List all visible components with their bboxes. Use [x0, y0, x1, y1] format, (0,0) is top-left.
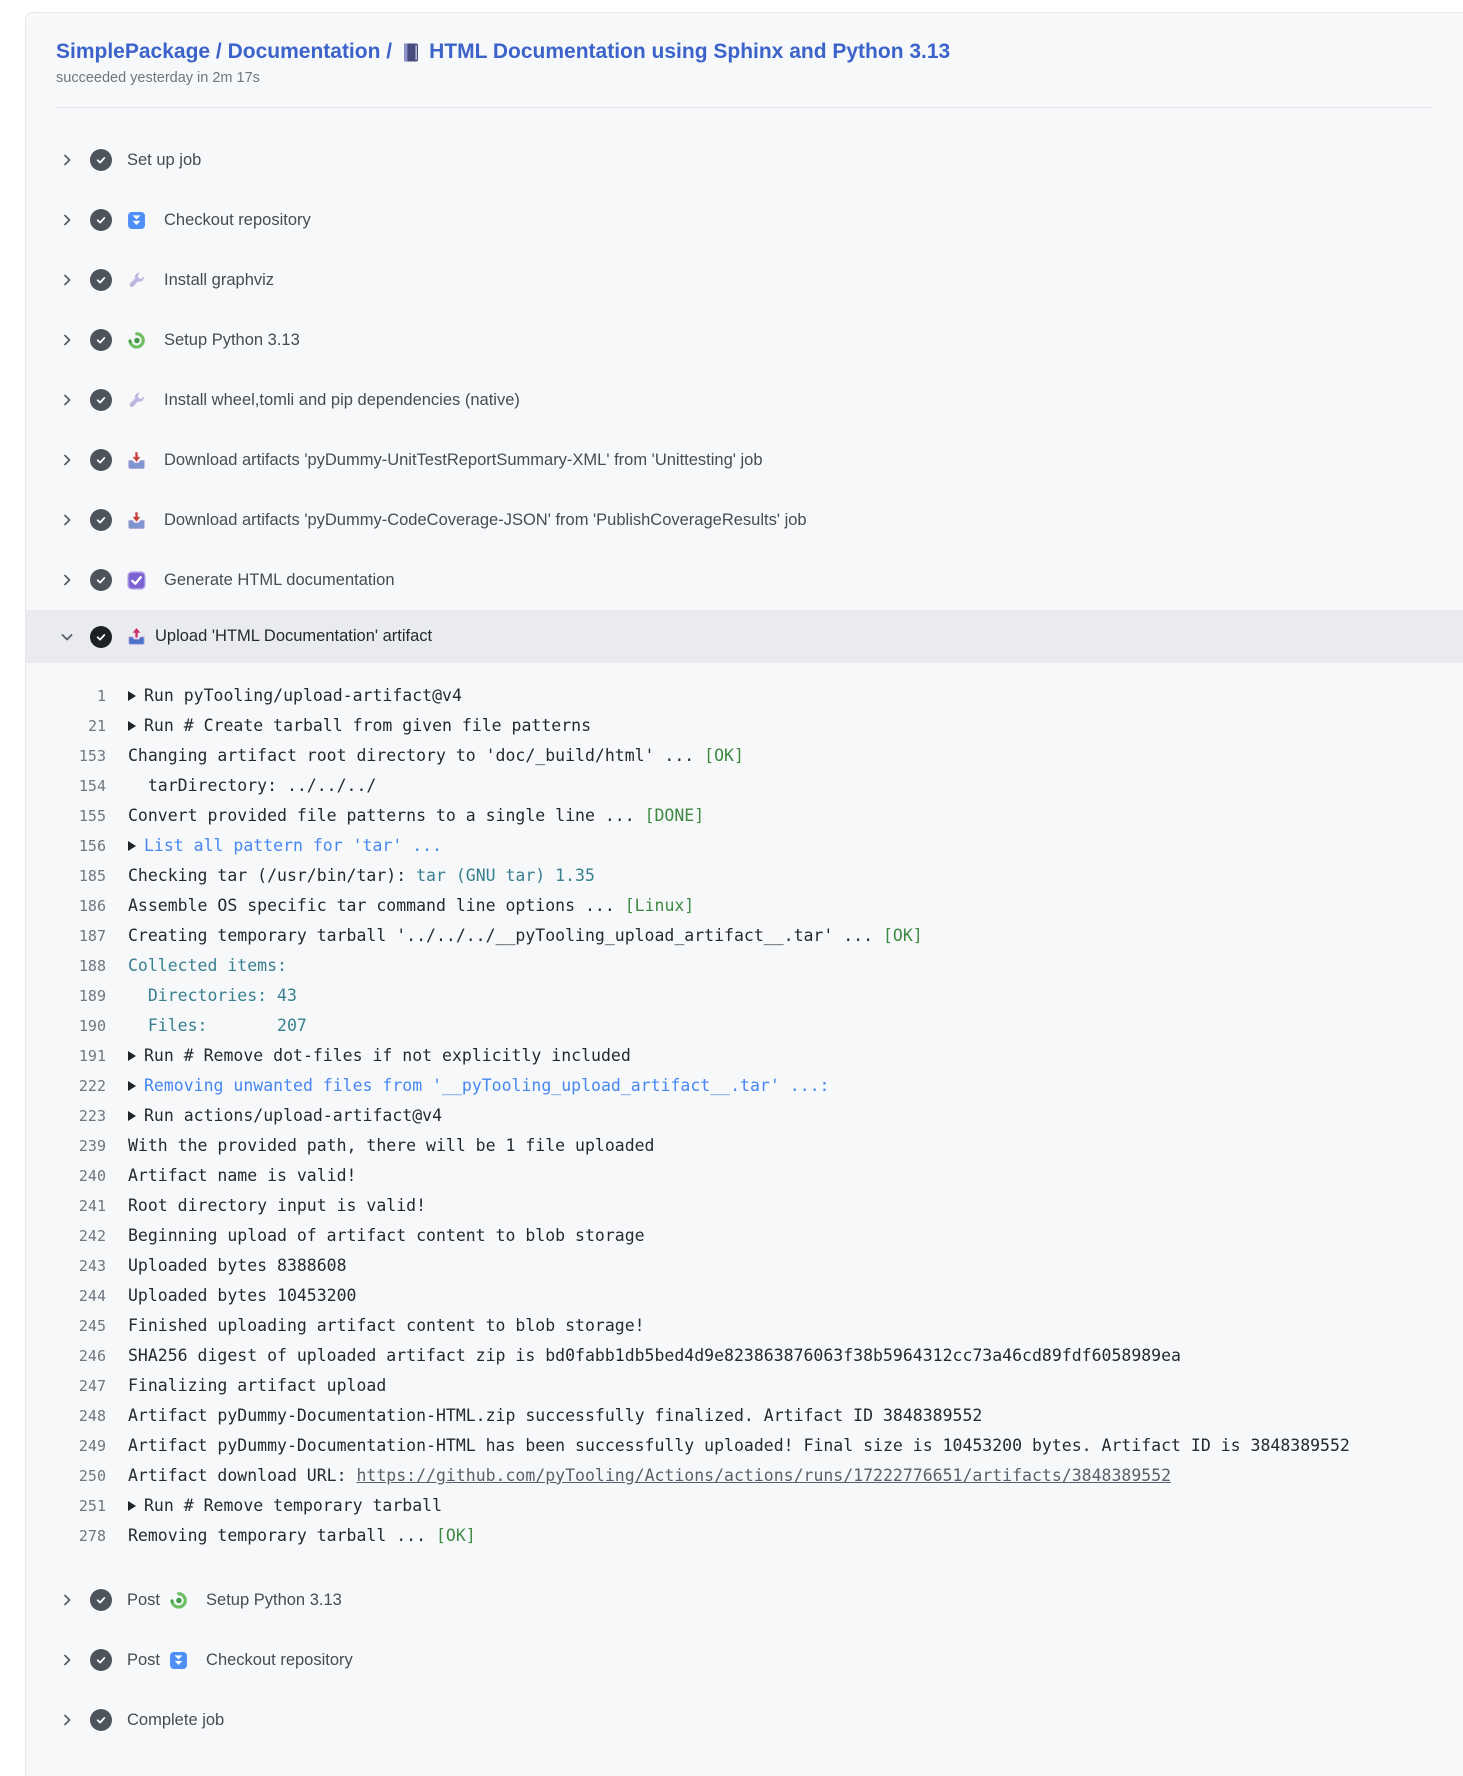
- log-text-segment: Files: 207: [128, 1016, 307, 1035]
- step-label: Set up job: [127, 150, 202, 169]
- log-text-segment: [OK]: [435, 1526, 476, 1545]
- log-line: [26, 861, 1463, 891]
- checkbox-icon: [127, 571, 146, 590]
- log-line: [26, 921, 1463, 951]
- step-label-group: [127, 331, 300, 350]
- log-line-text: [128, 1281, 356, 1311]
- log-line-number[interactable]: 251: [78, 1497, 106, 1515]
- log-line-text: [128, 1401, 982, 1431]
- log-text-segment: Convert provided file patterns to a single line ...: [128, 806, 645, 825]
- steps-list-post: [26, 1565, 1463, 1750]
- wrench-icon: [127, 271, 146, 290]
- success-check-icon: [90, 1589, 112, 1611]
- log-text-segment: Uploaded bytes 8388608: [128, 1256, 347, 1275]
- expand-arrow-icon[interactable]: [128, 1501, 136, 1511]
- log-group-toggle[interactable]: [128, 1101, 442, 1131]
- log-line-text: [128, 951, 287, 981]
- log-text-segment: [OK]: [704, 746, 744, 765]
- log-line-number[interactable]: 248: [78, 1407, 106, 1425]
- log-group-toggle[interactable]: [128, 1071, 829, 1101]
- step-row[interactable]: [26, 430, 1463, 490]
- step-label: Setup Python 3.13: [164, 330, 300, 349]
- log-text-segment: Checking tar (/usr/bin/tar):: [128, 866, 417, 885]
- log-line-number[interactable]: 223: [78, 1107, 106, 1125]
- step-label: Install graphviz: [164, 270, 275, 289]
- step-label-group: [127, 1651, 353, 1670]
- log-text-segment: Beginning upload of artifact content to blob storage: [128, 1226, 645, 1245]
- log-text-segment: Run actions/upload-artifact@v4: [144, 1106, 443, 1125]
- log-line-text: [128, 1521, 476, 1551]
- chevron-right-icon[interactable]: [59, 1592, 75, 1608]
- log-text-segment: Root directory input is valid!: [128, 1196, 427, 1215]
- log-line: [26, 1491, 1463, 1521]
- log-line: [26, 771, 1463, 801]
- chevron-right-icon[interactable]: [59, 392, 75, 408]
- step-label: Download artifacts 'pyDummy-CodeCoverage-JSON' from 'PublishCoverageResults' job: [164, 510, 807, 529]
- checkout-icon: [127, 211, 146, 230]
- log-line-number[interactable]: 242: [78, 1227, 106, 1245]
- chevron-right-icon[interactable]: [59, 152, 75, 168]
- log-line: [26, 1251, 1463, 1281]
- log-text-segment: Removing unwanted files from '__pyTooling_upload_artifact__.tar' ...:: [144, 1076, 830, 1095]
- step-label-prefix: Post: [127, 1650, 161, 1669]
- success-check-icon: [90, 149, 112, 171]
- step-row[interactable]: [26, 370, 1463, 430]
- job-header: [26, 13, 1463, 108]
- log-line-number[interactable]: 190: [78, 1017, 106, 1035]
- log-line-text: [128, 891, 694, 921]
- log-line: [26, 981, 1463, 1011]
- log-line: [26, 1521, 1463, 1551]
- log-line: [26, 1011, 1463, 1041]
- log-text-segment: Creating temporary tarball '../../../__pyTooling_upload_artifact__.tar' ...: [128, 926, 883, 945]
- step-row[interactable]: [26, 490, 1463, 550]
- step-row[interactable]: [26, 130, 1463, 190]
- step-row[interactable]: [26, 550, 1463, 610]
- step-row[interactable]: [26, 1690, 1463, 1750]
- log-group-toggle[interactable]: [128, 1491, 442, 1521]
- expand-arrow-icon[interactable]: [128, 1111, 136, 1121]
- step-label-group: [127, 1711, 224, 1730]
- log-text-segment: Artifact pyDummy-Documentation-HTML.zip successfully finalized. Artifact ID 3848389552: [128, 1406, 983, 1425]
- step-row-upload-artifact-expanded[interactable]: [26, 610, 1463, 663]
- step-label-prefix: Post: [127, 1590, 161, 1609]
- log-line-number[interactable]: 245: [78, 1317, 106, 1335]
- step-label: Checkout repository: [206, 1650, 353, 1669]
- expand-arrow-icon[interactable]: [128, 841, 136, 851]
- log-line-text: [128, 1461, 1171, 1491]
- log-line-number[interactable]: 250: [78, 1467, 106, 1485]
- step-label-group: [127, 1591, 342, 1610]
- log-line-text: [128, 1131, 655, 1161]
- chevron-right-icon[interactable]: [59, 452, 75, 468]
- python-icon: [169, 1591, 188, 1610]
- log-line: [26, 1071, 1463, 1101]
- step-label: Download artifacts 'pyDummy-UnitTestReportSummary-XML' from 'Unittesting' job: [164, 450, 763, 469]
- chevron-right-icon[interactable]: [59, 212, 75, 228]
- blue-book-icon: [401, 42, 420, 63]
- log-group-toggle[interactable]: [128, 681, 462, 711]
- checkout-icon: [169, 1651, 188, 1670]
- success-check-icon: [90, 1649, 112, 1671]
- log-group-toggle[interactable]: [128, 711, 591, 741]
- log-text-segment: tar (GNU tar) 1.35: [416, 866, 595, 885]
- log-line-text: [128, 921, 923, 951]
- log-line-number[interactable]: 154: [78, 777, 106, 795]
- log-line-number[interactable]: 155: [78, 807, 106, 825]
- log-text-segment: [Linux]: [624, 896, 695, 915]
- log-line: [26, 681, 1463, 711]
- log-line-text: [128, 1311, 645, 1341]
- log-line-text: [128, 981, 297, 1011]
- log-line: [26, 1191, 1463, 1221]
- step-label: Setup Python 3.13: [206, 1590, 342, 1609]
- expand-arrow-icon[interactable]: [128, 691, 136, 701]
- step-label-group: [127, 271, 274, 290]
- success-check-icon: [90, 209, 112, 231]
- step-label-group: [127, 451, 763, 470]
- log-line: [26, 1461, 1463, 1491]
- log-line-number[interactable]: 278: [78, 1527, 106, 1545]
- log-text-segment: [OK]: [882, 926, 923, 945]
- chevron-right-icon[interactable]: [59, 272, 75, 288]
- success-check-icon: [90, 509, 112, 531]
- log-line: [26, 1221, 1463, 1251]
- chevron-right-icon[interactable]: [59, 572, 75, 588]
- success-check-icon: [90, 569, 112, 591]
- log-text-segment: List all pattern for 'tar' ...: [144, 836, 443, 855]
- job-title[interactable]: HTML Documentation using Sphinx and Python 3.13: [429, 40, 951, 63]
- log-line: [26, 1131, 1463, 1161]
- log-line: [26, 741, 1463, 771]
- step-label: Checkout repository: [164, 210, 311, 229]
- job-status-line: succeeded yesterday in 2m 17s: [56, 70, 260, 86]
- upload-icon: [127, 627, 146, 646]
- step-label: Install wheel,tomli and pip dependencies (native): [164, 390, 520, 409]
- log-line: [26, 1281, 1463, 1311]
- log-output: [26, 663, 1463, 1565]
- log-line: [26, 1101, 1463, 1131]
- wrench-icon: [127, 391, 146, 410]
- breadcrumb[interactable]: SimplePackage / Documentation /: [56, 40, 393, 63]
- log-text-segment: Finished uploading artifact content to blob storage!: [128, 1316, 645, 1335]
- success-check-icon: [90, 389, 112, 411]
- step-label: Complete job: [127, 1710, 225, 1729]
- python-icon: [127, 331, 146, 350]
- log-text-segment: SHA256 digest of uploaded artifact zip is bd0fabb1db5bed4d9e823863876063f38b5964312cc73a46cd89fdf6058989ea: [128, 1346, 1181, 1365]
- log-line-text: [128, 1191, 426, 1221]
- log-line-number[interactable]: 187: [78, 927, 106, 945]
- log-line: [26, 1431, 1463, 1461]
- log-line: [26, 1161, 1463, 1191]
- log-text-segment: Artifact name is valid!: [128, 1166, 357, 1185]
- expand-arrow-icon[interactable]: [128, 1081, 136, 1091]
- log-line-number[interactable]: 239: [78, 1137, 106, 1155]
- chevron-right-icon[interactable]: [59, 1652, 75, 1668]
- log-line-number[interactable]: 191: [78, 1047, 106, 1065]
- log-line: [26, 1341, 1463, 1371]
- chevron-right-icon[interactable]: [59, 1712, 75, 1728]
- log-line-text: [128, 1161, 356, 1191]
- log-line-number[interactable]: 222: [78, 1077, 106, 1095]
- log-line: [26, 1371, 1463, 1401]
- chevron-down-icon[interactable]: [59, 629, 75, 645]
- log-line-number[interactable]: 243: [78, 1257, 106, 1275]
- log-line-number[interactable]: 240: [78, 1167, 106, 1185]
- job-log-panel: [25, 12, 1463, 1776]
- download-icon: [127, 451, 146, 470]
- log-group-toggle[interactable]: [128, 1041, 631, 1071]
- log-text-segment: Run # Remove temporary tarball: [144, 1496, 443, 1515]
- log-line-text: [128, 861, 595, 891]
- download-icon: [127, 511, 146, 530]
- step-label-group: [127, 211, 311, 230]
- step-row[interactable]: [26, 190, 1463, 250]
- log-line-text: [128, 1251, 347, 1281]
- log-text-segment: Assemble OS specific tar command line options ...: [128, 896, 625, 915]
- log-line-text: [128, 1221, 645, 1251]
- log-text-segment: Collected items:: [128, 956, 287, 975]
- log-text-segment: Artifact download URL:: [128, 1466, 357, 1485]
- step-label: Generate HTML documentation: [164, 570, 395, 589]
- step-label-group: [127, 391, 520, 410]
- step-label-group: [127, 571, 395, 590]
- log-text-segment: tarDirectory: ../../../: [128, 776, 377, 795]
- log-line-number[interactable]: 189: [78, 987, 106, 1005]
- step-row[interactable]: [26, 310, 1463, 370]
- artifact-download-link[interactable]: https://github.com/pyTooling/Actions/actions/runs/17222776651/artifacts/3848389552: [356, 1466, 1172, 1485]
- step-label-group: [127, 511, 807, 530]
- log-line-text: [128, 801, 704, 831]
- log-text-segment: Run # Remove dot-files if not explicitly included: [144, 1046, 631, 1065]
- log-line-number[interactable]: 241: [78, 1197, 106, 1215]
- log-line-number[interactable]: 185: [78, 867, 106, 885]
- step-row[interactable]: [26, 1630, 1463, 1690]
- log-line-number[interactable]: 247: [78, 1377, 106, 1395]
- step-row[interactable]: [26, 1570, 1463, 1630]
- log-line-text: [128, 1431, 1350, 1461]
- log-line-text: [128, 1371, 386, 1401]
- success-check-icon: [90, 449, 112, 471]
- log-line-number[interactable]: 1: [96, 687, 106, 705]
- log-line: [26, 831, 1463, 861]
- chevron-right-icon[interactable]: [59, 332, 75, 348]
- success-check-icon: [90, 329, 112, 351]
- log-text-segment: Uploaded bytes 10453200: [128, 1286, 357, 1305]
- log-line-number[interactable]: 153: [78, 747, 106, 765]
- log-line-text: [128, 771, 376, 801]
- log-text-segment: Finalizing artifact upload: [128, 1376, 387, 1395]
- log-line: [26, 951, 1463, 981]
- log-text-segment: Directories: 43: [128, 986, 297, 1005]
- log-line: [26, 891, 1463, 921]
- chevron-right-icon[interactable]: [59, 512, 75, 528]
- log-line-number[interactable]: 246: [78, 1347, 106, 1365]
- log-line-number[interactable]: 21: [87, 717, 106, 735]
- step-label-group: [127, 151, 201, 170]
- log-line-number[interactable]: 244: [78, 1287, 106, 1305]
- log-text-segment: Changing artifact root directory to 'doc/_build/html' ...: [128, 746, 705, 765]
- log-line-number[interactable]: 186: [78, 897, 106, 915]
- log-line: [26, 801, 1463, 831]
- log-text-segment: Run # Create tarball from given file patterns: [144, 716, 592, 735]
- step-label: Upload 'HTML Documentation' artifact: [155, 627, 433, 645]
- log-text-segment: Artifact pyDummy-Documentation-HTML has been successfully uploaded! Final size is 10453200 bytes. Artifact ID is 3848389552: [128, 1436, 1350, 1455]
- log-line: [26, 1041, 1463, 1071]
- log-line-number[interactable]: 156: [78, 837, 106, 855]
- job-title-link[interactable]: [56, 40, 1433, 64]
- log-text-segment: Removing temporary tarball ...: [128, 1526, 436, 1545]
- expand-arrow-icon[interactable]: [128, 721, 136, 731]
- log-line-text: [128, 741, 744, 771]
- log-text-segment: Run pyTooling/upload-artifact@v4: [144, 686, 462, 705]
- log-line-number[interactable]: 249: [78, 1437, 106, 1455]
- success-check-icon: [90, 626, 112, 648]
- log-line: [26, 1401, 1463, 1431]
- log-line-number[interactable]: 188: [78, 957, 106, 975]
- steps-list: [26, 108, 1463, 610]
- step-row[interactable]: [26, 250, 1463, 310]
- log-group-toggle[interactable]: [128, 831, 442, 861]
- success-check-icon: [90, 269, 112, 291]
- log-line-text: [128, 1011, 307, 1041]
- success-check-icon: [90, 1709, 112, 1731]
- expand-arrow-icon[interactable]: [128, 1051, 136, 1061]
- log-line: [26, 1311, 1463, 1341]
- log-line: [26, 711, 1463, 741]
- log-text-segment: With the provided path, there will be 1 file uploaded: [128, 1136, 655, 1155]
- log-line-text: [128, 1341, 1181, 1371]
- log-text-segment: [DONE]: [644, 806, 705, 825]
